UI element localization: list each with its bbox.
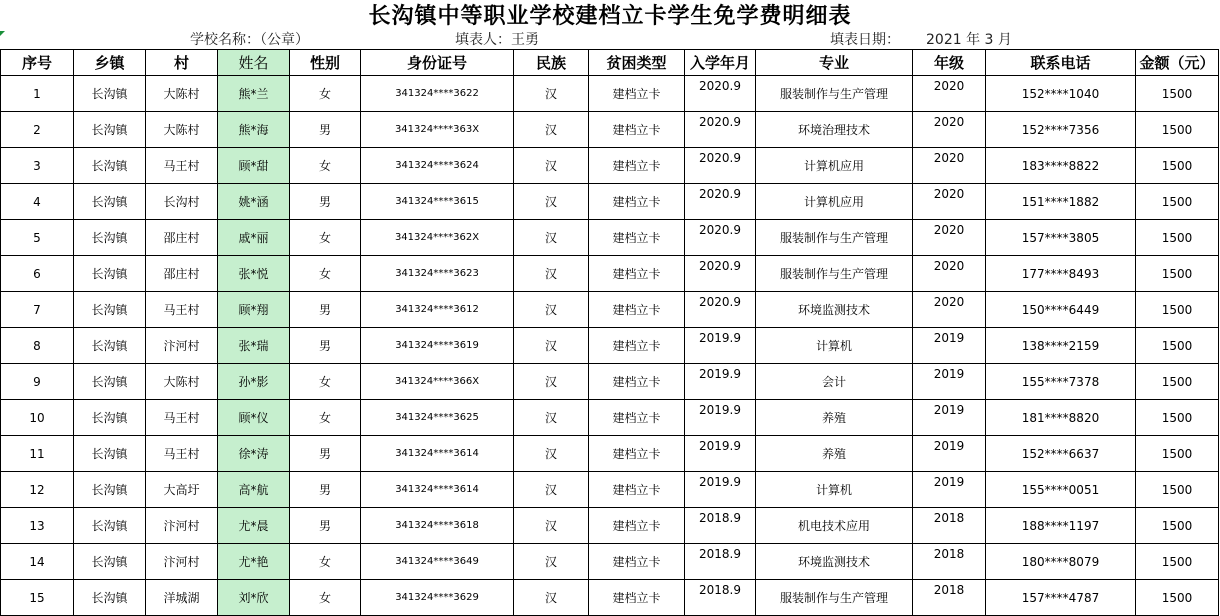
town-cell: 长沟镇 (74, 400, 146, 436)
enrollment-date-cell: 2018.9 (685, 580, 756, 616)
amount-cell: 1500 (1136, 508, 1219, 544)
ethnicity-cell: 汉 (514, 472, 589, 508)
row-number-cell: 7 (1, 292, 74, 328)
id-number-cell: 341324****3622 (361, 76, 514, 112)
town-cell: 长沟镇 (74, 436, 146, 472)
row-number-cell: 14 (1, 544, 74, 580)
grade-cell: 2019 (913, 328, 986, 364)
id-number-cell: 341324****3624 (361, 148, 514, 184)
poverty-type-cell: 建档立卡 (589, 580, 685, 616)
student-name-cell: 熊*兰 (218, 76, 290, 112)
row-number-cell: 5 (1, 220, 74, 256)
fill-date-year: 2021 (926, 32, 962, 48)
village-cell: 汴河村 (146, 544, 218, 580)
major-cell: 服装制作与生产管理 (756, 76, 913, 112)
student-name-cell: 刘*欣 (218, 580, 290, 616)
id-number-cell: 341324****3649 (361, 544, 514, 580)
phone-cell: 188****1197 (986, 508, 1136, 544)
table-row (1, 364, 1219, 400)
id-number-cell: 341324****362X (361, 220, 514, 256)
amount-cell: 1500 (1136, 220, 1219, 256)
ethnicity-cell: 汉 (514, 328, 589, 364)
grade-cell: 2020 (913, 292, 986, 328)
village-cell: 邵庄村 (146, 220, 218, 256)
grade-cell: 2018 (913, 580, 986, 616)
header-cell: 民族 (514, 50, 589, 76)
village-cell: 马王村 (146, 400, 218, 436)
student-name-cell: 孙*影 (218, 364, 290, 400)
major-cell: 会计 (756, 364, 913, 400)
gender-cell: 男 (290, 292, 361, 328)
student-name-cell: 张*悦 (218, 256, 290, 292)
header-cell: 金额（元） (1136, 50, 1219, 76)
amount-cell: 1500 (1136, 256, 1219, 292)
table-row (1, 328, 1219, 364)
phone-cell: 155****7378 (986, 364, 1136, 400)
village-cell: 洋城湖 (146, 580, 218, 616)
table-row (1, 184, 1219, 220)
major-cell: 机电技术应用 (756, 508, 913, 544)
row-number-cell: 12 (1, 472, 74, 508)
major-cell: 养殖 (756, 436, 913, 472)
amount-cell: 1500 (1136, 112, 1219, 148)
village-cell: 汴河村 (146, 328, 218, 364)
gender-cell: 男 (290, 112, 361, 148)
amount-cell: 1500 (1136, 184, 1219, 220)
major-cell: 服装制作与生产管理 (756, 580, 913, 616)
student-fee-table (0, 49, 1219, 616)
major-cell: 服装制作与生产管理 (756, 220, 913, 256)
poverty-type-cell: 建档立卡 (589, 400, 685, 436)
town-cell: 长沟镇 (74, 220, 146, 256)
ethnicity-cell: 汉 (514, 400, 589, 436)
student-name-cell: 顾*甜 (218, 148, 290, 184)
ethnicity-cell: 汉 (514, 544, 589, 580)
row-number-cell: 4 (1, 184, 74, 220)
school-name-label: 学校名称：（公章） (190, 32, 309, 48)
phone-cell: 150****6449 (986, 292, 1136, 328)
grade-cell: 2020 (913, 256, 986, 292)
header-cell: 性别 (290, 50, 361, 76)
filler-label: 填表人：王勇 (455, 32, 539, 48)
gender-cell: 女 (290, 544, 361, 580)
grade-cell: 2020 (913, 220, 986, 256)
student-name-cell: 熊*海 (218, 112, 290, 148)
month-char: 月 (997, 32, 1012, 48)
fill-date-month: 3 (984, 32, 994, 48)
student-name-cell: 戚*丽 (218, 220, 290, 256)
id-number-cell: 341324****3615 (361, 184, 514, 220)
fill-date (830, 31, 1012, 49)
poverty-type-cell: 建档立卡 (589, 184, 685, 220)
row-number-cell: 2 (1, 112, 74, 148)
major-cell: 环境治理技术 (756, 112, 913, 148)
ethnicity-cell: 汉 (514, 76, 589, 112)
row-number-cell: 15 (1, 580, 74, 616)
grade-cell: 2019 (913, 472, 986, 508)
table-row (1, 292, 1219, 328)
gender-cell: 男 (290, 436, 361, 472)
amount-cell: 1500 (1136, 364, 1219, 400)
major-cell: 养殖 (756, 400, 913, 436)
poverty-type-cell: 建档立卡 (589, 472, 685, 508)
enrollment-date-cell: 2018.9 (685, 508, 756, 544)
village-cell: 大陈村 (146, 112, 218, 148)
year-char: 年 (966, 32, 981, 48)
grade-cell: 2018 (913, 544, 986, 580)
student-name-cell: 顾*仪 (218, 400, 290, 436)
header-cell: 乡镇 (74, 50, 146, 76)
phone-cell: 177****8493 (986, 256, 1136, 292)
poverty-type-cell: 建档立卡 (589, 364, 685, 400)
enrollment-date-cell: 2018.9 (685, 544, 756, 580)
ethnicity-cell: 汉 (514, 292, 589, 328)
major-cell: 计算机 (756, 472, 913, 508)
row-number-cell: 9 (1, 364, 74, 400)
table-row (1, 112, 1219, 148)
grade-cell: 2020 (913, 148, 986, 184)
table-row (1, 76, 1219, 112)
phone-cell: 157****3805 (986, 220, 1136, 256)
table-row (1, 220, 1219, 256)
table-row (1, 436, 1219, 472)
row-number-cell: 11 (1, 436, 74, 472)
major-cell: 环境监测技术 (756, 544, 913, 580)
poverty-type-cell: 建档立卡 (589, 112, 685, 148)
id-number-cell: 341324****3629 (361, 580, 514, 616)
grade-cell: 2020 (913, 112, 986, 148)
header-cell: 联系电话 (986, 50, 1136, 76)
grade-cell: 2019 (913, 400, 986, 436)
poverty-type-cell: 建档立卡 (589, 148, 685, 184)
major-cell: 计算机应用 (756, 184, 913, 220)
header-cell: 姓名 (218, 50, 290, 76)
gender-cell: 女 (290, 148, 361, 184)
ethnicity-cell: 汉 (514, 184, 589, 220)
id-number-cell: 341324****3612 (361, 292, 514, 328)
table-row (1, 148, 1219, 184)
ethnicity-cell: 汉 (514, 436, 589, 472)
enrollment-date-cell: 2019.9 (685, 436, 756, 472)
header-cell: 贫困类型 (589, 50, 685, 76)
phone-cell: 151****1882 (986, 184, 1136, 220)
phone-cell: 181****8820 (986, 400, 1136, 436)
town-cell: 长沟镇 (74, 364, 146, 400)
phone-cell: 180****8079 (986, 544, 1136, 580)
header-cell: 序号 (1, 50, 74, 76)
ethnicity-cell: 汉 (514, 112, 589, 148)
enrollment-date-cell: 2020.9 (685, 292, 756, 328)
table-row (1, 472, 1219, 508)
village-cell: 大高圩 (146, 472, 218, 508)
cell-corner-marker (0, 31, 5, 36)
student-name-cell: 顾*翔 (218, 292, 290, 328)
phone-cell: 183****8822 (986, 148, 1136, 184)
amount-cell: 1500 (1136, 292, 1219, 328)
enrollment-date-cell: 2020.9 (685, 76, 756, 112)
major-cell: 环境监测技术 (756, 292, 913, 328)
town-cell: 长沟镇 (74, 184, 146, 220)
student-name-cell: 徐*涛 (218, 436, 290, 472)
village-cell: 马王村 (146, 148, 218, 184)
major-cell: 计算机 (756, 328, 913, 364)
row-number-cell: 10 (1, 400, 74, 436)
amount-cell: 1500 (1136, 544, 1219, 580)
document-title: 长沟镇中等职业学校建档立卡学生免学费明细表 (368, 4, 852, 29)
town-cell: 长沟镇 (74, 580, 146, 616)
enrollment-date-cell: 2019.9 (685, 472, 756, 508)
poverty-type-cell: 建档立卡 (589, 328, 685, 364)
village-cell: 马王村 (146, 436, 218, 472)
header-cell: 专业 (756, 50, 913, 76)
grade-cell: 2020 (913, 76, 986, 112)
ethnicity-cell: 汉 (514, 148, 589, 184)
student-name-cell: 尤*艳 (218, 544, 290, 580)
phone-cell: 155****0051 (986, 472, 1136, 508)
major-cell: 服装制作与生产管理 (756, 256, 913, 292)
enrollment-date-cell: 2020.9 (685, 220, 756, 256)
table-row (1, 580, 1219, 616)
phone-cell: 152****1040 (986, 76, 1136, 112)
id-number-cell: 341324****3614 (361, 472, 514, 508)
ethnicity-cell: 汉 (514, 580, 589, 616)
enrollment-date-cell: 2019.9 (685, 364, 756, 400)
town-cell: 长沟镇 (74, 76, 146, 112)
amount-cell: 1500 (1136, 580, 1219, 616)
id-number-cell: 341324****3623 (361, 256, 514, 292)
town-cell: 长沟镇 (74, 544, 146, 580)
grade-cell: 2019 (913, 436, 986, 472)
amount-cell: 1500 (1136, 400, 1219, 436)
gender-cell: 女 (290, 580, 361, 616)
gender-cell: 男 (290, 184, 361, 220)
id-number-cell: 341324****363X (361, 112, 514, 148)
poverty-type-cell: 建档立卡 (589, 292, 685, 328)
town-cell: 长沟镇 (74, 292, 146, 328)
poverty-type-cell: 建档立卡 (589, 544, 685, 580)
student-name-cell: 尤*晨 (218, 508, 290, 544)
gender-cell: 男 (290, 472, 361, 508)
enrollment-date-cell: 2020.9 (685, 148, 756, 184)
id-number-cell: 341324****3618 (361, 508, 514, 544)
enrollment-date-cell: 2020.9 (685, 112, 756, 148)
header-cell: 村 (146, 50, 218, 76)
ethnicity-cell: 汉 (514, 220, 589, 256)
id-number-cell: 341324****3619 (361, 328, 514, 364)
gender-cell: 女 (290, 364, 361, 400)
header-cell: 身份证号 (361, 50, 514, 76)
poverty-type-cell: 建档立卡 (589, 220, 685, 256)
gender-cell: 男 (290, 508, 361, 544)
gender-cell: 女 (290, 400, 361, 436)
amount-cell: 1500 (1136, 328, 1219, 364)
village-cell: 大陈村 (146, 364, 218, 400)
id-number-cell: 341324****3614 (361, 436, 514, 472)
header-cell: 入学年月 (685, 50, 756, 76)
poverty-type-cell: 建档立卡 (589, 508, 685, 544)
table-row (1, 508, 1219, 544)
town-cell: 长沟镇 (74, 256, 146, 292)
table-row (1, 400, 1219, 436)
phone-cell: 157****4787 (986, 580, 1136, 616)
student-name-cell: 张*瑞 (218, 328, 290, 364)
town-cell: 长沟镇 (74, 328, 146, 364)
gender-cell: 女 (290, 76, 361, 112)
id-number-cell: 341324****366X (361, 364, 514, 400)
poverty-type-cell: 建档立卡 (589, 76, 685, 112)
grade-cell: 2020 (913, 184, 986, 220)
gender-cell: 女 (290, 256, 361, 292)
row-number-cell: 8 (1, 328, 74, 364)
village-cell: 邵庄村 (146, 256, 218, 292)
row-number-cell: 3 (1, 148, 74, 184)
village-cell: 马王村 (146, 292, 218, 328)
ethnicity-cell: 汉 (514, 256, 589, 292)
amount-cell: 1500 (1136, 436, 1219, 472)
student-name-cell: 姚*涵 (218, 184, 290, 220)
ethnicity-cell: 汉 (514, 364, 589, 400)
phone-cell: 152****7356 (986, 112, 1136, 148)
amount-cell: 1500 (1136, 472, 1219, 508)
enrollment-date-cell: 2019.9 (685, 400, 756, 436)
village-cell: 长沟村 (146, 184, 218, 220)
village-cell: 大陈村 (146, 76, 218, 112)
row-number-cell: 6 (1, 256, 74, 292)
grade-cell: 2019 (913, 364, 986, 400)
town-cell: 长沟镇 (74, 112, 146, 148)
header-cell: 年级 (913, 50, 986, 76)
grade-cell: 2018 (913, 508, 986, 544)
phone-cell: 152****6637 (986, 436, 1136, 472)
town-cell: 长沟镇 (74, 148, 146, 184)
ethnicity-cell: 汉 (514, 508, 589, 544)
poverty-type-cell: 建档立卡 (589, 256, 685, 292)
poverty-type-cell: 建档立卡 (589, 436, 685, 472)
enrollment-date-cell: 2020.9 (685, 256, 756, 292)
gender-cell: 男 (290, 328, 361, 364)
major-cell: 计算机应用 (756, 148, 913, 184)
student-name-cell: 高*航 (218, 472, 290, 508)
town-cell: 长沟镇 (74, 472, 146, 508)
enrollment-date-cell: 2020.9 (685, 184, 756, 220)
phone-cell: 138****2159 (986, 328, 1136, 364)
row-number-cell: 1 (1, 76, 74, 112)
amount-cell: 1500 (1136, 76, 1219, 112)
town-cell: 长沟镇 (74, 508, 146, 544)
village-cell: 汴河村 (146, 508, 218, 544)
table-row (1, 256, 1219, 292)
amount-cell: 1500 (1136, 148, 1219, 184)
id-number-cell: 341324****3625 (361, 400, 514, 436)
row-number-cell: 13 (1, 508, 74, 544)
enrollment-date-cell: 2019.9 (685, 328, 756, 364)
fill-date-label: 填表日期： (830, 32, 900, 48)
table-row (1, 544, 1219, 580)
header-row (1, 50, 1219, 76)
gender-cell: 女 (290, 220, 361, 256)
